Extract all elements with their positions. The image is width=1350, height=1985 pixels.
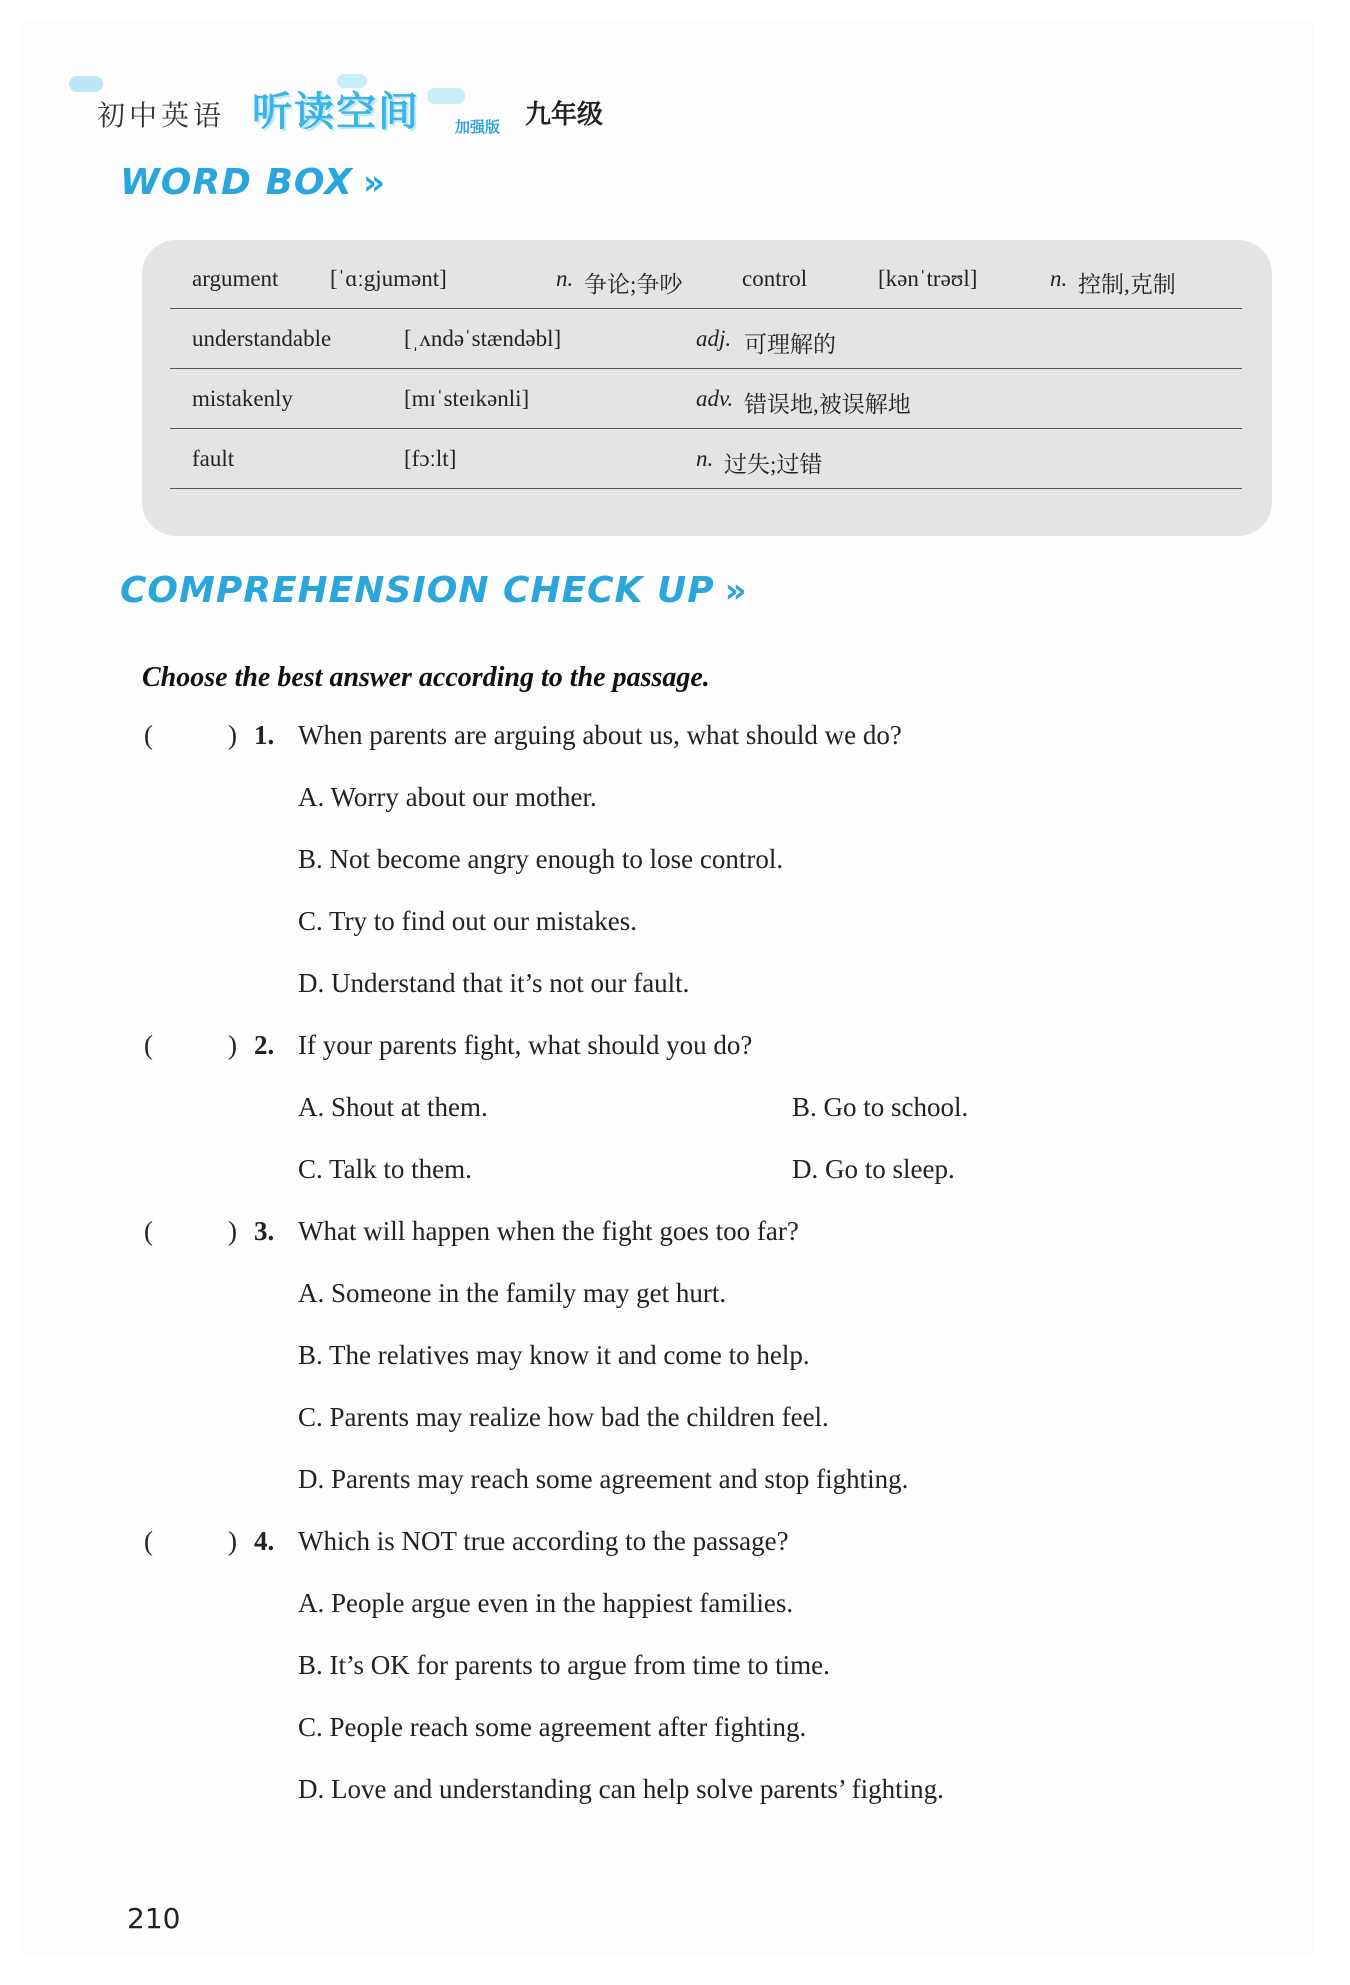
- word: mistakenly: [192, 386, 293, 411]
- page: [22, 22, 1312, 1952]
- question-number: 3.: [254, 1216, 275, 1246]
- option: A. Shout at them.: [298, 1092, 488, 1122]
- word-box-heading: [120, 162, 386, 203]
- phonetic: [ˈɑːgjumənt]: [330, 266, 447, 291]
- phonetic: [ˌʌndəˈstændəbl]: [404, 326, 562, 351]
- answer-blank-close: ): [228, 1216, 237, 1246]
- word: control: [742, 266, 808, 291]
- question-text: If your parents fight, what should you do?: [298, 1030, 753, 1060]
- question-number: 1.: [254, 720, 275, 750]
- part-of-speech: n.: [1050, 266, 1068, 291]
- edition-label: 加强版: [455, 118, 501, 136]
- comprehension-title: COMPREHENSION CHECK UP: [120, 570, 715, 611]
- option: D. Go to sleep.: [792, 1154, 955, 1184]
- part-of-speech: n.: [556, 266, 574, 291]
- question-number: 2.: [254, 1030, 275, 1060]
- page-number: 210: [127, 1902, 181, 1935]
- part-of-speech: n.: [696, 446, 714, 471]
- meaning: 可理解的: [744, 332, 836, 357]
- answer-blank-close: ): [228, 720, 237, 750]
- option: B. Go to school.: [792, 1092, 969, 1122]
- part-of-speech: adj.: [696, 326, 732, 351]
- meaning: 过失;过错: [724, 452, 823, 477]
- meaning: 争论;争吵: [584, 272, 683, 297]
- option: A. Someone in the family may get hurt.: [298, 1278, 727, 1308]
- meaning: 错误地,被误解地: [744, 392, 911, 417]
- answer-blank-close: ): [228, 1526, 237, 1556]
- subject-label: 初中英语: [97, 99, 226, 132]
- option: B. Not become angry enough to lose control.: [298, 844, 784, 874]
- answer-blank-open[interactable]: (: [144, 720, 153, 750]
- option: B. It’s OK for parents to argue from time to time.: [298, 1650, 830, 1680]
- answer-blank-open[interactable]: (: [144, 1216, 153, 1246]
- option: D. Parents may reach some agreement and stop fighting.: [298, 1464, 909, 1494]
- word-box: [142, 240, 1272, 536]
- phonetic: [kənˈtrəʊl]: [878, 266, 978, 291]
- option: C. People reach some agreement after fighting.: [298, 1712, 807, 1742]
- option: D. Understand that it’s not our fault.: [298, 968, 690, 998]
- answer-blank-open[interactable]: (: [144, 1030, 153, 1060]
- option: C. Talk to them.: [298, 1154, 472, 1184]
- word: understandable: [192, 326, 332, 351]
- option: C. Try to find out our mistakes.: [298, 906, 638, 936]
- question-text: What will happen when the fight goes too far?: [298, 1216, 799, 1246]
- word-row: [170, 308, 1242, 369]
- cloud-decoration: [69, 76, 103, 92]
- question-number: 4.: [254, 1526, 275, 1556]
- option: A. Worry about our mother.: [298, 782, 597, 812]
- cloud-decoration: [427, 88, 465, 104]
- meaning: 控制,克制: [1078, 272, 1176, 297]
- double-chevron-icon: »: [724, 571, 748, 611]
- series-logo: 听读空间: [252, 89, 420, 135]
- question-text: Which is NOT true according to the passage?: [298, 1526, 789, 1556]
- page-header: [97, 80, 697, 150]
- answer-blank-close: ): [228, 1030, 237, 1060]
- option: D. Love and understanding can help solve parents’ fighting.: [298, 1774, 944, 1804]
- option: B. The relatives may know it and come to help.: [298, 1340, 810, 1370]
- answer-blank-open[interactable]: (: [144, 1526, 153, 1556]
- cloud-decoration: [337, 74, 367, 88]
- word-row: [170, 248, 1242, 309]
- option: A. People argue even in the happiest families.: [298, 1588, 794, 1618]
- phonetic: [fɔːlt]: [404, 446, 457, 471]
- comprehension-heading: [120, 570, 748, 611]
- word: argument: [192, 266, 279, 291]
- word-box-title: WORD BOX: [120, 162, 353, 203]
- grade-label: 九年级: [525, 100, 604, 130]
- word-row: [170, 368, 1242, 429]
- question-text: When parents are arguing about us, what should we do?: [298, 720, 902, 750]
- instruction: Choose the best answer according to the passage.: [142, 662, 710, 693]
- word-row: [170, 428, 1242, 489]
- word: fault: [192, 446, 235, 471]
- double-chevron-icon: »: [362, 163, 386, 203]
- phonetic: [mɪˈsteɪkənli]: [404, 386, 530, 411]
- part-of-speech: adv.: [696, 386, 734, 411]
- option: C. Parents may realize how bad the children feel.: [298, 1402, 829, 1432]
